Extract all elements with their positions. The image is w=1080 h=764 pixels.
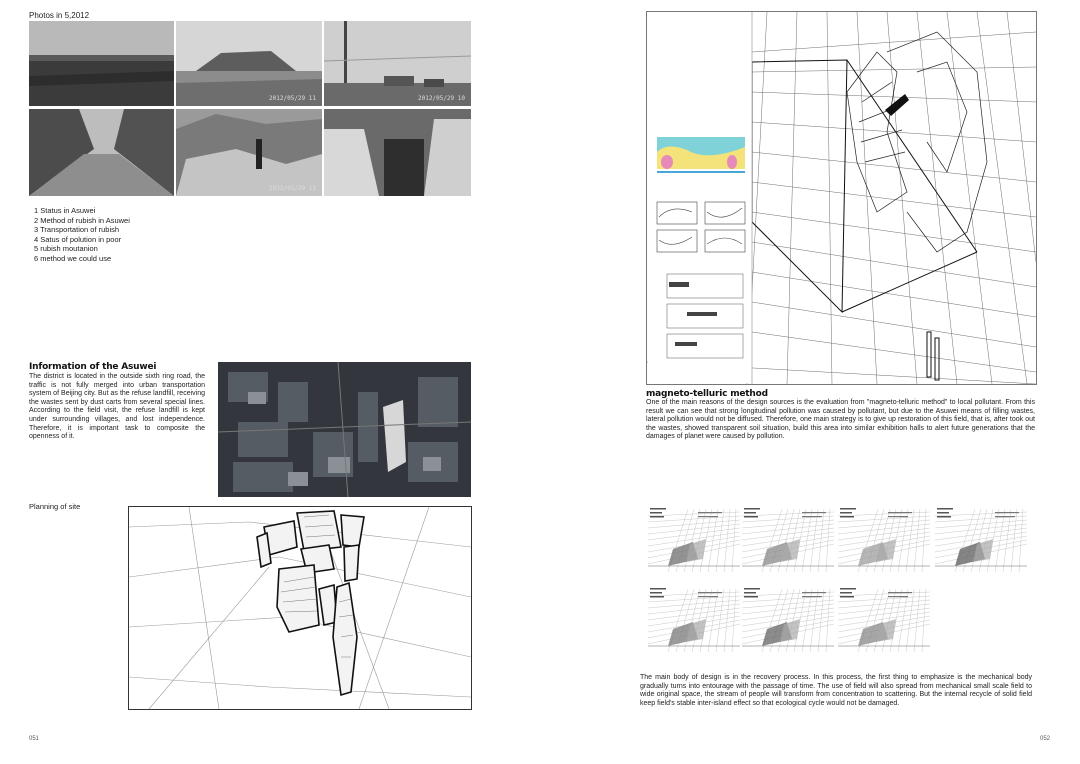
site-plan-drawing (128, 506, 472, 710)
info-heading: Information of the Asuwei (29, 362, 157, 372)
photo-stamp: 2012/05/29 10 (418, 95, 465, 102)
page-number-left: 051 (29, 736, 40, 742)
photo-rubbish-mountain (176, 109, 322, 196)
list-item: 6 method we could use (34, 253, 112, 263)
recovery-stage-diagram (648, 584, 740, 652)
photo-stamp: 2012/05/29 11 (269, 95, 316, 102)
info-paragraph: The district is located in the outside sixth ring road, the traffic is not fully merged into urban transportation system of Beijing city. But as the refuse landfill, receiving the wastes sent by dust carts from several special lines. According to the field visit, the refuse landfill is kept under surrounding villages, and lost independence. Therefore, it is important task to composite the openness of it. (29, 373, 205, 441)
photo-status-in-asuwei (29, 21, 174, 106)
photos-title: Photos in 5,2012 (29, 11, 90, 20)
list-item: 2 Method of rubish in Asuwei (34, 215, 130, 225)
photo-stamp: 2012/05/29 11 (269, 185, 316, 192)
mt-paragraph: One of the main reasons of the design sources is the evaluation from "magneto-telluric method" to local pollutant. From this result we can see that strong longitudinal pollution was caused by pollutant, but due to the Asuwei means of filling wastes, lateral pollution would not be diffused. Therefore, one main strategy is to give up restoration of this field, that is, after took out the wastes, showed transparent soil situation, build this area into similar exhibition halls to alert future generations that the damages of planet were caused by pollution. (646, 399, 1035, 441)
list-item: 3 Transportation of rubish (34, 225, 120, 235)
recovery-stage-diagram (838, 504, 930, 572)
photo-pollution (29, 109, 174, 196)
photo-caption-list (34, 206, 130, 264)
recovery-stage-diagram (935, 504, 1027, 572)
body-paragraph: The main body of design is in the recovery process. In this process, the first thing to emphasize is the mechanical body gradually turns into entourage with the passage of time. The use of field will also spread from mechanical small scale field to wide original space, the stream of people will transform from concentration to scattering. But the internal recycle of solid field keep field's stable inter-island effect so that ecological cycle would not be damaged. (640, 674, 1032, 707)
recovery-stage-diagram (838, 584, 930, 652)
planning-title: Planning of site (29, 502, 81, 511)
page-number-right: 052 (1040, 736, 1051, 742)
magneto-telluric-drawing (646, 11, 1037, 385)
photo-method-we-could-use (324, 109, 471, 196)
photo-rubbish-method (176, 21, 322, 106)
recovery-stage-diagram (648, 504, 740, 572)
photo-rubbish-transport (324, 21, 471, 106)
list-item: 4 Satus of polution in poor (34, 234, 122, 244)
mt-heading: magneto-telluric method (646, 389, 768, 399)
list-item: 5 rubish moutanion (34, 244, 98, 254)
recovery-stage-diagram (742, 584, 834, 652)
list-item: 1 Status in Asuwei (34, 206, 96, 215)
recovery-stage-diagram (742, 504, 834, 572)
satellite-map (218, 362, 471, 497)
